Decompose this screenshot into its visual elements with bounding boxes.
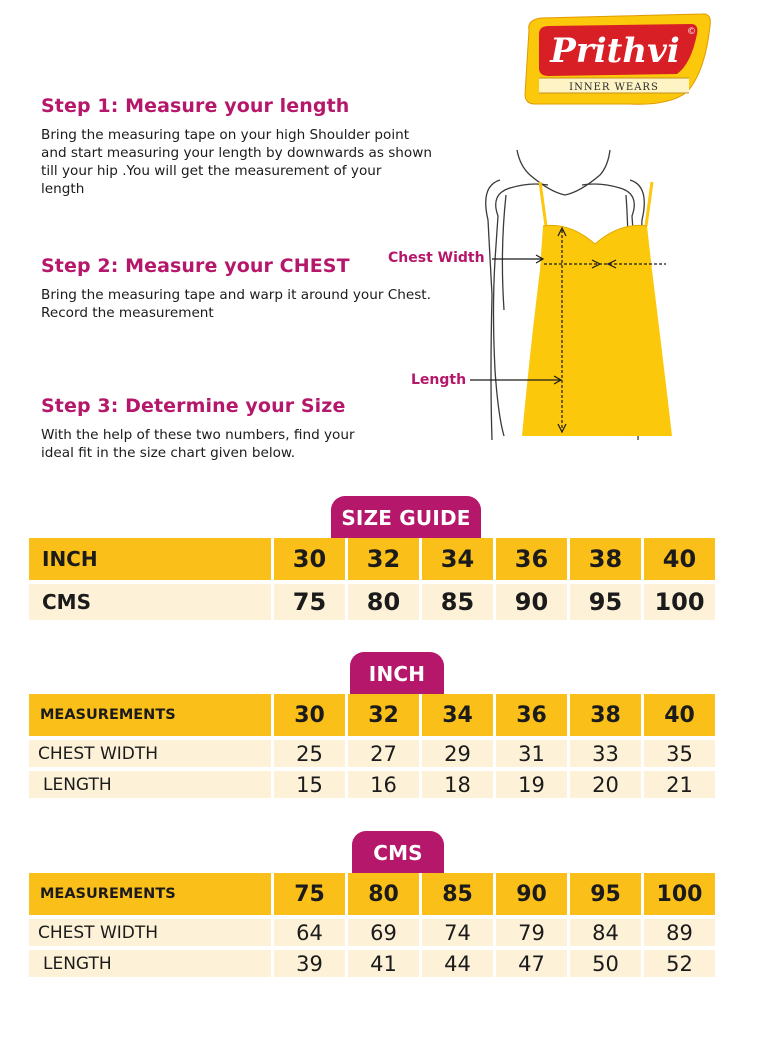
size-guide-table (29, 538, 715, 620)
cms-header-label: MEASUREMENTS (29, 873, 271, 915)
inch-table-title: INCH (350, 652, 444, 694)
cms-cell: 39 (274, 950, 345, 977)
copyright-mark: © (687, 27, 696, 37)
inch-cell: 33 (570, 740, 641, 767)
size-guide-cell: 36 (496, 538, 567, 580)
cms-table-title: CMS (352, 831, 444, 873)
inch-cell: 15 (274, 771, 345, 798)
cms-header-cell: 95 (570, 873, 641, 915)
inch-header-cell: 38 (570, 694, 641, 736)
step-3-body: With the help of these two numbers, find your ideal fit in the size chart given below. (41, 427, 355, 461)
inch-cell: 35 (644, 740, 715, 767)
inch-cell: 18 (422, 771, 493, 798)
inch-cell: 20 (570, 771, 641, 798)
size-guide-cell: 95 (570, 584, 641, 620)
size-guide-row-label: CMS (29, 584, 271, 620)
cms-header-cell: 80 (348, 873, 419, 915)
size-guide-cell: 32 (348, 538, 419, 580)
inch-cell: 29 (422, 740, 493, 767)
size-guide-cell: 40 (644, 538, 715, 580)
inch-cell: 31 (496, 740, 567, 767)
inch-row-label: CHEST WIDTH (29, 740, 271, 767)
cms-cell: 64 (274, 919, 345, 946)
cms-cell: 41 (348, 950, 419, 977)
inch-cell: 21 (644, 771, 715, 798)
size-guide-cell: 75 (274, 584, 345, 620)
cms-header-cell: 100 (644, 873, 715, 915)
inch-header-cell: 34 (422, 694, 493, 736)
inch-row-label: LENGTH (29, 771, 271, 798)
cms-header-cell: 90 (496, 873, 567, 915)
cms-cell: 74 (422, 919, 493, 946)
size-guide-row-label: INCH (29, 538, 271, 580)
size-guide-cell: 30 (274, 538, 345, 580)
cms-cell: 79 (496, 919, 567, 946)
cms-row-label: CHEST WIDTH (29, 919, 271, 946)
cms-cell: 50 (570, 950, 641, 977)
brand-name: Prithvi (550, 31, 680, 71)
size-guide-cell: 38 (570, 538, 641, 580)
inch-cell: 25 (274, 740, 345, 767)
cms-header-cell: 85 (422, 873, 493, 915)
inch-measurements-table (29, 694, 715, 798)
camisole-illustration (380, 140, 740, 455)
chest-width-label: Chest Width (388, 250, 485, 266)
inch-header-label: MEASUREMENTS (29, 694, 271, 736)
brand-logo (519, 12, 713, 108)
brand-tagline: INNER WEARS (569, 82, 659, 93)
step-2-body: Bring the measuring tape and warp it around your Chest. Record the measurement (41, 287, 431, 321)
cms-measurements-table (29, 873, 715, 977)
size-guide-cell: 90 (496, 584, 567, 620)
inch-header-cell: 32 (348, 694, 419, 736)
step-3-title: Step 3: Determine your Size (41, 395, 346, 417)
cms-row-label: LENGTH (29, 950, 271, 977)
step-1-title: Step 1: Measure your length (41, 95, 350, 117)
inch-cell: 19 (496, 771, 567, 798)
size-guide-title: SIZE GUIDE (331, 496, 481, 538)
size-guide-cell: 100 (644, 584, 715, 620)
step-2-title: Step 2: Measure your CHEST (41, 255, 350, 277)
inch-cell: 16 (348, 771, 419, 798)
inch-header-cell: 36 (496, 694, 567, 736)
inch-header-cell: 30 (274, 694, 345, 736)
cms-cell: 47 (496, 950, 567, 977)
inch-cell: 27 (348, 740, 419, 767)
size-guide-cell: 34 (422, 538, 493, 580)
inch-header-cell: 40 (644, 694, 715, 736)
length-label: Length (411, 372, 467, 388)
size-guide-cell: 85 (422, 584, 493, 620)
cms-cell: 44 (422, 950, 493, 977)
size-guide-cell: 80 (348, 584, 419, 620)
cms-cell: 69 (348, 919, 419, 946)
step-1-body: Bring the measuring tape on your high Shoulder point and start measuring your length by downwards as shown till your hip .You will get the measurement of your length (41, 127, 432, 197)
cms-cell: 84 (570, 919, 641, 946)
cms-cell: 89 (644, 919, 715, 946)
cms-cell: 52 (644, 950, 715, 977)
cms-header-cell: 75 (274, 873, 345, 915)
